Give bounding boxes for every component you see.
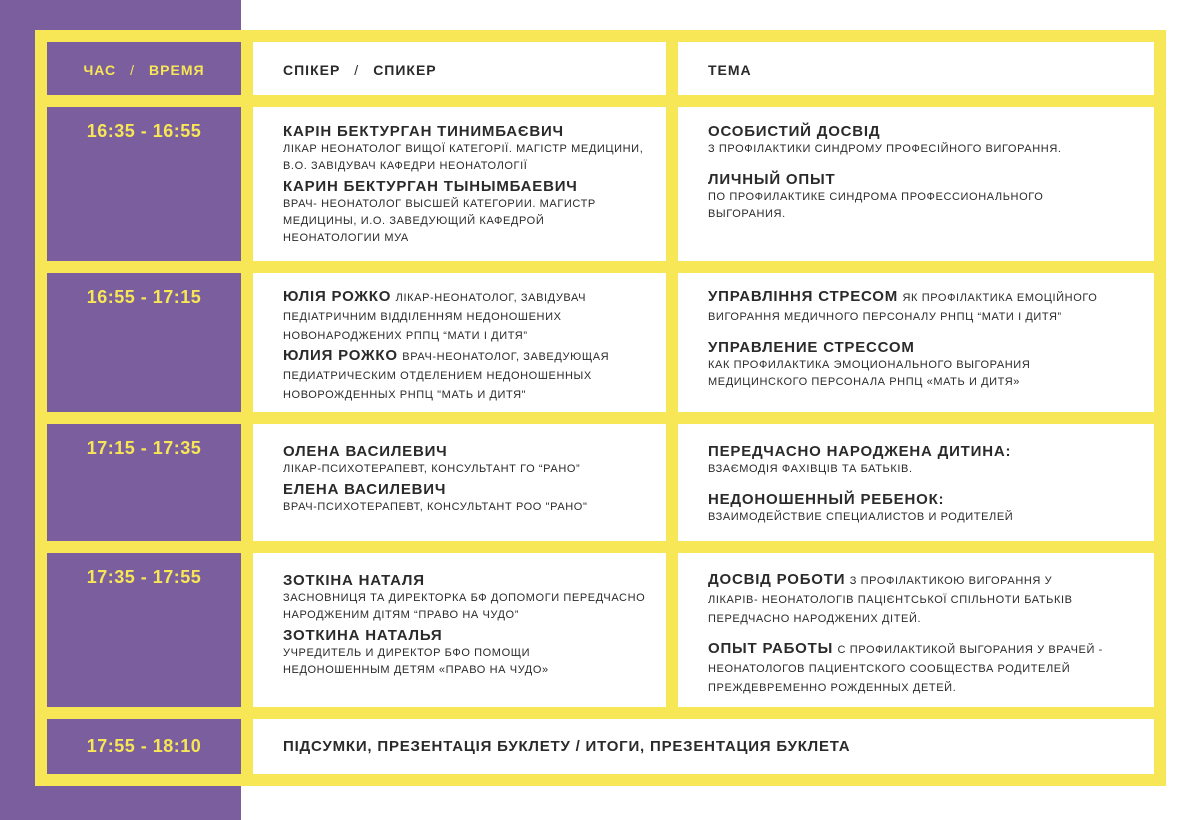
- row-2-time: 16:55 - 17:15: [86, 287, 202, 307]
- row-2-speaker-content: [283, 288, 654, 404]
- row-4-speaker-ru-desc: УЧРЕДИТЕЛЬ И ДИРЕКТОР БФО ПОМОЩИ НЕДОНОШЕННЫМ ДЕТЯМ «ПРАВО НА ЧУДО»: [283, 647, 549, 676]
- header-time-ru: ВРЕМЯ: [149, 62, 205, 78]
- row-1-time: 16:35 - 16:55: [86, 121, 202, 141]
- final-row-text-cell: [253, 719, 1154, 774]
- row-3-speaker-cell: [253, 424, 666, 541]
- row-3-topic-ru-title: НЕДОНОШЕННЫЙ РЕБЕНОК:: [708, 491, 945, 508]
- row-4-speaker-ua-name: ЗОТКІНА НАТАЛЯ: [283, 572, 425, 589]
- row-4-topic-ru: [708, 640, 1142, 697]
- row-2-speaker-ru-name: ЮЛИЯ РОЖКО: [283, 347, 398, 364]
- row-2-topic-ua: [708, 288, 1142, 326]
- schedule-table: [35, 30, 1166, 786]
- header-speaker-label: [283, 62, 437, 78]
- row-2-speaker-ua-name: ЮЛІЯ РОЖКО: [283, 288, 392, 305]
- row-4-topic-ua: [708, 571, 1142, 628]
- row-3-topic-content: [708, 442, 1142, 526]
- row-2-topic-ru-desc: КАК ПРОФИЛАКТИКА ЭМОЦИОНАЛЬНОГО ВЫГОРАНИЯ МЕДИЦИНСКОГО ПЕРСОНАЛА РНПЦ «МАТЬ И ДИТЯ»: [708, 359, 1031, 388]
- row-4-topic-ua-title: ДОСВІД РОБОТИ: [708, 571, 846, 588]
- row-3-speaker-content: [283, 442, 654, 516]
- row-1-speaker-ua-desc: ЛІКАР НЕОНАТОЛОГ ВИЩОЇ КАТЕГОРІЇ. МАГІСТР МЕДИЦИНИ, В.О. ЗАВІДУВАЧ КАФЕДРИ НЕОНАТОЛОГІЇ: [283, 143, 644, 172]
- row-1-speaker-ru-desc: ВРАЧ- НЕОНАТОЛОГ ВЫСШЕЙ КАТЕГОРИИ. МАГИСТР МЕДИЦИНЫ, И.О. ЗАВЕДУЮЩИЙ КАФЕДРОЙ НЕОНАТОЛОГИИ МУА: [283, 198, 596, 244]
- row-2-time-cell: [47, 273, 241, 412]
- row-2-topic-ru-title: УПРАВЛЕНИЕ СТРЕССОМ: [708, 339, 915, 356]
- row-2-topic-ua-desc: ЯК ПРОФІЛАКТИКА ЕМОЦІЙНОГО ВИГОРАННЯ МЕДИЧНОГО ПЕРСОНАЛУ РНПЦ “МАТИ І ДИТЯ”: [708, 292, 1098, 323]
- row-2-topic-ua-title: УПРАВЛІННЯ СТРЕСОМ: [708, 288, 899, 305]
- row-4-time: 17:35 - 17:55: [86, 567, 202, 587]
- header-topic-label: ТЕМА: [708, 62, 752, 78]
- row-3-topic-ru-desc: ВЗАИМОДЕЙСТВИЕ СПЕЦИАЛИСТОВ И РОДИТЕЛЕЙ: [708, 511, 1014, 523]
- header-speaker-ua: СПІКЕР: [283, 62, 341, 78]
- row-3-topic-ua-title: ПЕРЕДЧАСНО НАРОДЖЕНА ДИТИНА:: [708, 443, 1012, 460]
- header-topic-cell: [678, 42, 1154, 95]
- row-2-speaker-ua: [283, 288, 654, 345]
- row-2-speaker-ru-desc: ВРАЧ-НЕОНАТОЛОГ, ЗАВЕДУЮЩАЯ ПЕДИАТРИЧЕСКИМ ОТДЕЛЕНИЕМ НЕДОНОШЕННЫХ НОВОРОЖДЕННЫХ РНПЦ "МАТЬ И ДИТЯ": [283, 351, 610, 401]
- row-4-speaker-ru-name: ЗОТКИНА НАТАЛЬЯ: [283, 627, 443, 644]
- row-4-topic-ua-desc: З ПРОФІЛАКТИКОЮ ВИГОРАННЯ У ЛІКАРІВ- НЕОНАТОЛОГІВ ПАЦІЄНТСЬКОЇ СПІЛЬНОТИ БАТЬКІВ ПЕРЕДЧАСНО НАРОДЖЕНИХ ДІТЕЙ.: [708, 575, 1073, 625]
- final-row-time-cell: [47, 719, 241, 774]
- row-4-topic-cell: [678, 553, 1154, 707]
- final-row-text: ПІДСУМКИ, ПРЕЗЕНТАЦІЯ БУКЛЕТУ / ИТОГИ, ПРЕЗЕНТАЦИЯ БУКЛЕТА: [283, 738, 851, 755]
- row-4-topic-content: [708, 571, 1142, 697]
- row-1-topic-ua-desc: З ПРОФІЛАКТИКИ СИНДРОМУ ПРОФЕСІЙНОГО ВИГОРАННЯ.: [708, 143, 1062, 155]
- row-2-speaker-ru: [283, 347, 654, 404]
- row-3-time-cell: [47, 424, 241, 541]
- row-4-time-cell: [47, 553, 241, 707]
- row-4-topic-ru-title: ОПЫТ РАБОТЫ: [708, 640, 834, 657]
- row-3-speaker-ru-name: ЕЛЕНА ВАСИЛЕВИЧ: [283, 481, 447, 498]
- header-speaker-ru: СПИКЕР: [373, 62, 437, 78]
- row-3-topic-ua-desc: ВЗАЄМОДІЯ ФАХІВЦІВ ТА БАТЬКІВ.: [708, 463, 913, 475]
- row-3-speaker-ru-desc: ВРАЧ-ПСИХОТЕРАПЕВТ, КОНСУЛЬТАНТ РОО "РАНО": [283, 501, 588, 513]
- row-1-speaker-ua-name: КАРІН БЕКТУРГАН ТИНИМБАЄВИЧ: [283, 123, 564, 140]
- row-3-topic-cell: [678, 424, 1154, 541]
- row-3-speaker-ua-name: ОЛЕНА ВАСИЛЕВИЧ: [283, 443, 448, 460]
- row-2-speaker-ua-desc: ЛІКАР-НЕОНАТОЛОГ, ЗАВІДУВАЧ ПЕДІАТРИЧНИМ ВІДДІЛЕННЯМ НЕДОНОШЕНИХ НОВОНАРОДЖЕНИХ РППЦ “МАТИ І ДИТЯ”: [283, 292, 587, 342]
- row-1-time-cell: [47, 107, 241, 261]
- row-1-topic-ua-title: ОСОБИСТИЙ ДОСВІД: [708, 123, 881, 140]
- row-1-speaker-cell: [253, 107, 666, 261]
- row-1-topic-ru-desc: ПО ПРОФИЛАКТИКЕ СИНДРОМА ПРОФЕССИОНАЛЬНОГО ВЫГОРАНИЯ.: [708, 191, 1044, 220]
- header-speaker-separator: /: [354, 62, 360, 78]
- row-3-time: 17:15 - 17:35: [86, 438, 202, 458]
- row-1-topic-cell: [678, 107, 1154, 261]
- row-1-topic-ru-title: ЛИЧНЫЙ ОПЫТ: [708, 171, 836, 188]
- row-4-topic-ru-desc: С ПРОФИЛАКТИКОЙ ВЫГОРАНИЯ У ВРАЧЕЙ - НЕОНАТОЛОГОВ ПАЦИЕНТСКОГО СООБЩЕСТВА РОДИТЕЛЕЙ ПРЕЖДЕВРЕМЕННО РОЖДЕННЫХ ДЕТЕЙ.: [708, 644, 1103, 694]
- header-time-ua: ЧАС: [83, 62, 117, 78]
- row-2-speaker-cell: [253, 273, 666, 412]
- row-4-speaker-content: [283, 571, 654, 679]
- row-4-speaker-cell: [253, 553, 666, 707]
- row-2-topic-content: [708, 288, 1142, 391]
- header-time-separator: /: [130, 62, 136, 78]
- header-time-cell: [47, 42, 241, 95]
- row-4-speaker-ua-desc: ЗАСНОВНИЦЯ ТА ДИРЕКТОРКА БФ ДОПОМОГИ ПЕРЕДЧАСНО НАРОДЖЕНИМ ДІТЯМ “ПРАВО НА ЧУДО”: [283, 592, 646, 621]
- final-row-time: 17:55 - 18:10: [86, 736, 202, 756]
- row-1-topic-content: [708, 122, 1142, 223]
- row-2-topic-cell: [678, 273, 1154, 412]
- row-1-speaker-ru-name: КАРИН БЕКТУРГАН ТЫНЫМБАЕВИЧ: [283, 178, 578, 195]
- row-1-speaker-content: [283, 122, 654, 247]
- row-3-speaker-ua-desc: ЛІКАР-ПСИХОТЕРАПЕВТ, КОНСУЛЬТАНТ ГО “РАНО”: [283, 463, 581, 475]
- header-time-label: [47, 62, 241, 78]
- header-speaker-cell: [253, 42, 666, 95]
